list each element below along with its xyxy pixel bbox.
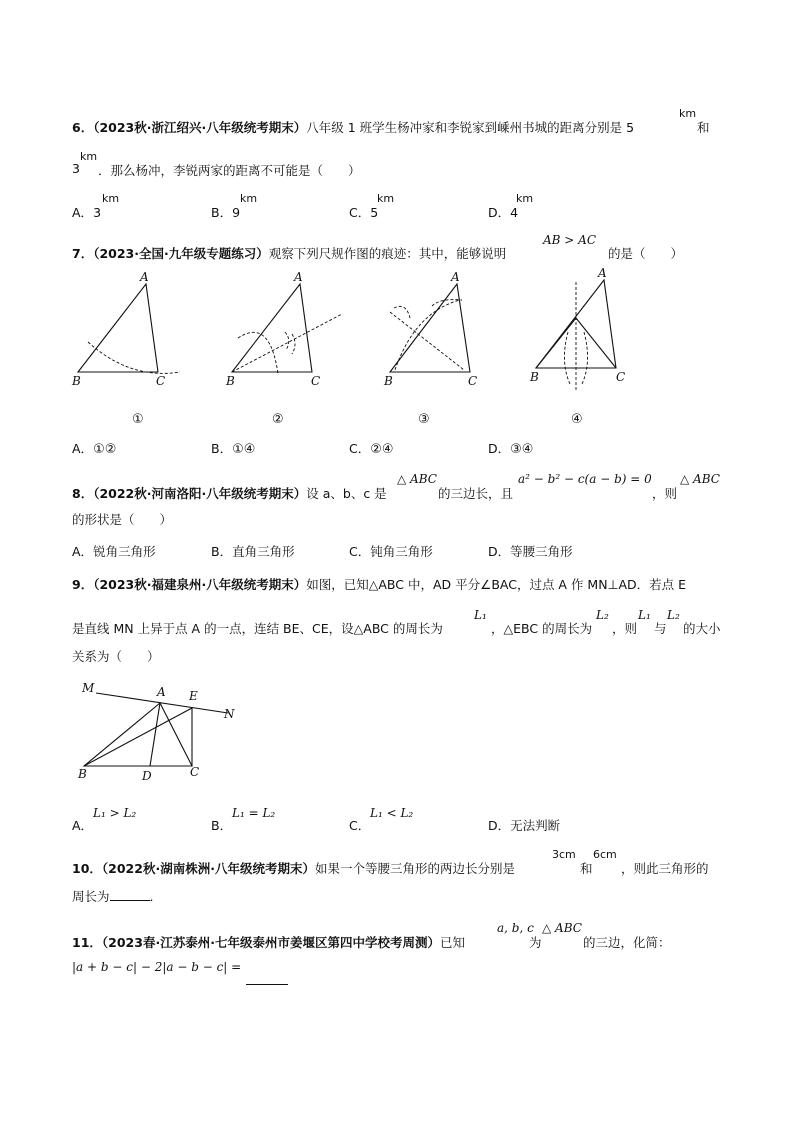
q7-source: （2023·全国·九年级专题练习） xyxy=(93,246,269,261)
q7-fig2-vertex-a: A xyxy=(294,270,303,284)
q6-option-b-unit: km xyxy=(240,192,258,205)
q6-number: 6． xyxy=(72,120,94,135)
q6-unit-sup-2: km xyxy=(80,150,98,163)
option-label: D． xyxy=(488,544,511,559)
q7-fig3-vertex-a: A xyxy=(451,270,460,284)
q7-fig1-vertex-b: B xyxy=(72,374,81,388)
q6-stem-1: 八年级 1 班学生杨冲家和李锐家到嵊州书城的距离分别是 5 xyxy=(306,120,635,135)
q6-stem-2: ．那么杨冲，李锐两家的距离不可能是（ ） xyxy=(98,163,361,178)
q11-expression: |a + b − c| − 2|a − b − c| = xyxy=(72,960,242,974)
q11-be: 为 xyxy=(529,935,542,950)
q7-fig3-vertex-c: C xyxy=(468,374,478,388)
option-value: 钝角三角形 xyxy=(370,544,433,559)
q9-label-d: D xyxy=(142,769,152,783)
q6-and: 和 xyxy=(697,120,710,135)
q10-stem: 如果一个等腰三角形的两边长分别是 xyxy=(314,861,515,876)
q7-figure-1 xyxy=(71,270,180,388)
q10-line1 xyxy=(72,859,515,877)
q10-answer-blank[interactable] xyxy=(110,888,150,901)
q9-stem-2e: 的大小 xyxy=(683,621,721,636)
q11-triangle: △ ABC xyxy=(542,921,582,935)
q9-l1: L₁ xyxy=(474,608,487,622)
q9-line1 xyxy=(72,575,686,593)
option-label: B． xyxy=(211,205,233,220)
q9-label-n: N xyxy=(224,707,235,721)
q9-label-b: B xyxy=(78,767,87,781)
q11-line1 xyxy=(72,933,465,951)
q7-figure-2 xyxy=(225,270,342,388)
option-label: C． xyxy=(349,441,371,456)
q9-label-a: A xyxy=(157,685,166,699)
q10-line2-text: 周长为 xyxy=(72,889,110,904)
q6-option-b[interactable] xyxy=(211,203,240,221)
q8-option-a[interactable] xyxy=(72,542,156,560)
option-value: 等腰三角形 xyxy=(510,544,573,559)
q11-tail: 的三边，化简： xyxy=(583,935,671,950)
q11-source: （2023春·江苏泰州·七年级泰州市姜堰区第四中学校考周测） xyxy=(101,935,440,950)
q9-option-c[interactable] xyxy=(349,816,370,834)
q7-line1 xyxy=(72,244,506,262)
option-label: C． xyxy=(349,818,371,833)
q7-fig-label-4: ④ xyxy=(571,412,583,427)
q7-math: AB > AC xyxy=(543,233,597,247)
q11-vars: a, b, c xyxy=(497,921,534,935)
q9-label-c: C xyxy=(190,765,200,779)
q6-option-d-unit: km xyxy=(516,192,534,205)
q7-fig2-vertex-b: B xyxy=(226,374,235,388)
q10-end: ． xyxy=(149,889,163,904)
q9-option-b[interactable] xyxy=(211,816,232,834)
option-value: 9 xyxy=(232,205,241,220)
q6-source: （2023秋·浙江绍兴·八年级统考期末） xyxy=(93,120,307,135)
q7-number: 7． xyxy=(72,246,94,261)
option-label: A． xyxy=(72,205,94,220)
q7-option-a[interactable] xyxy=(72,439,116,457)
q7-option-c[interactable] xyxy=(349,439,394,457)
q7-figure-4 xyxy=(529,266,625,390)
q7-option-d[interactable] xyxy=(488,439,533,457)
q10-and: 和 xyxy=(580,861,593,876)
q6-option-a[interactable] xyxy=(72,203,101,221)
q9-figure xyxy=(72,676,252,786)
q6-option-d[interactable] xyxy=(488,203,518,221)
q6-unit-sup-1: km xyxy=(679,107,697,120)
option-value: 5 xyxy=(370,205,379,220)
q7-fig1-vertex-c: C xyxy=(156,374,166,388)
q7-fig3-vertex-b: B xyxy=(384,374,393,388)
q8-option-d[interactable] xyxy=(488,542,573,560)
option-value: ③④ xyxy=(510,442,534,457)
q7-stem: 观察下列尺规作图的痕迹：其中，能够说明 xyxy=(268,246,507,261)
q9-option-b-value[interactable]: L₁ = L₂ xyxy=(232,806,276,820)
q7-fig-label-3: ③ xyxy=(418,412,430,427)
q8-source: （2022秋·河南洛阳·八年级统考期末） xyxy=(93,486,307,501)
q9-source: （2023秋·福建泉州·八年级统考期末） xyxy=(93,577,307,592)
option-value: 4 xyxy=(510,205,519,220)
q7-fig-label-2: ② xyxy=(272,412,284,427)
option-value: ②④ xyxy=(370,442,394,457)
q9-stem-2a: 是直线 MN 上异于点 A 的一点，连结 BE、CE，设△ABC 的周长为 xyxy=(72,621,443,636)
q8-triangle: △ ABC xyxy=(397,472,437,486)
option-label: C． xyxy=(349,544,371,559)
q9-label-m: M xyxy=(82,681,95,695)
q10-source: （2022秋·湖南株洲·八年级统考期末） xyxy=(101,861,315,876)
q7-fig2-vertex-c: C xyxy=(311,374,321,388)
q8-triangle-2: △ ABC xyxy=(680,472,720,486)
q9-label-e: E xyxy=(189,689,198,703)
option-value: ①④ xyxy=(232,442,256,457)
option-label: B． xyxy=(211,441,233,456)
q9-option-a-value[interactable]: L₁ > L₂ xyxy=(93,806,137,820)
option-label: A． xyxy=(72,544,94,559)
option-label: A． xyxy=(72,818,94,833)
q7-fig4-vertex-b: B xyxy=(530,370,539,384)
q6-line2-number: 3 xyxy=(72,161,80,176)
q8-number: 8． xyxy=(72,486,94,501)
q8-equation: a² − b² − c(a − b) = 0 xyxy=(518,472,652,486)
q7-fig1-vertex-a: A xyxy=(140,270,149,284)
q9-line3: 关系为（ ） xyxy=(72,649,160,664)
q9-option-a[interactable] xyxy=(72,816,93,834)
q6-option-c-unit: km xyxy=(377,192,395,205)
q7-fig4-vertex-c: C xyxy=(616,370,626,384)
q8-mid: 的三边长，且 xyxy=(438,486,514,501)
q9-number: 9． xyxy=(72,577,94,592)
q9-option-d[interactable] xyxy=(488,816,560,834)
option-label: D． xyxy=(488,818,511,833)
q9-l1-b: L₁ xyxy=(638,608,651,622)
q9-l2: L₂ xyxy=(596,608,609,622)
q8-line1 xyxy=(72,484,387,502)
option-value: 锐角三角形 xyxy=(93,544,156,559)
option-label: D． xyxy=(488,441,511,456)
option-value: 直角三角形 xyxy=(232,544,295,559)
q7-fig4-vertex-a: A xyxy=(598,266,607,280)
option-label: B． xyxy=(211,818,233,833)
q8-line2: 的形状是（ ） xyxy=(72,512,173,527)
q9-stem-2c: ，则 xyxy=(612,621,638,636)
q7-figure-3 xyxy=(383,270,477,388)
option-value: ①② xyxy=(93,442,117,457)
q9-stem-1: 如图，已知△ABC 中，AD 平分∠BAC，过点 A 作 MN⊥AD．若点 E xyxy=(306,577,687,592)
q8-stem: 设 a、b、c 是 xyxy=(306,486,387,501)
option-value: 3 xyxy=(93,205,102,220)
q8-option-c[interactable] xyxy=(349,542,433,560)
q10-number: 10． xyxy=(72,861,102,876)
q6-option-a-unit: km xyxy=(102,192,120,205)
q6-line1 xyxy=(72,118,634,136)
option-label: B． xyxy=(211,544,233,559)
q10-value-2: 6cm xyxy=(593,848,617,861)
q6-option-c[interactable] xyxy=(349,203,378,221)
q9-stem-2d: 与 xyxy=(654,621,667,636)
q7-fig-label-1: ① xyxy=(132,412,144,427)
q8-option-b[interactable] xyxy=(211,542,295,560)
q10-tail: ，则此三角形的 xyxy=(621,861,709,876)
option-label: D． xyxy=(488,205,511,220)
option-label: C． xyxy=(349,205,371,220)
q10-value-1: 3cm xyxy=(552,848,576,861)
q7-figures xyxy=(60,262,660,392)
q7-option-b[interactable] xyxy=(211,439,255,457)
option-label: A． xyxy=(72,441,94,456)
q9-option-c-value[interactable]: L₁ < L₂ xyxy=(370,806,414,820)
q11-stem: 已知 xyxy=(439,935,465,950)
q7-tail: 的是（ ） xyxy=(608,246,684,261)
q11-number: 11． xyxy=(72,935,102,950)
option-value: 无法判断 xyxy=(510,818,561,833)
q9-stem-2b: ，△EBC 的周长为 xyxy=(491,621,593,636)
q11-answer-blank[interactable] xyxy=(246,970,288,985)
q9-l2-b: L₂ xyxy=(667,608,680,622)
q10-line2 xyxy=(72,887,162,905)
q8-then: ，则 xyxy=(652,486,678,501)
